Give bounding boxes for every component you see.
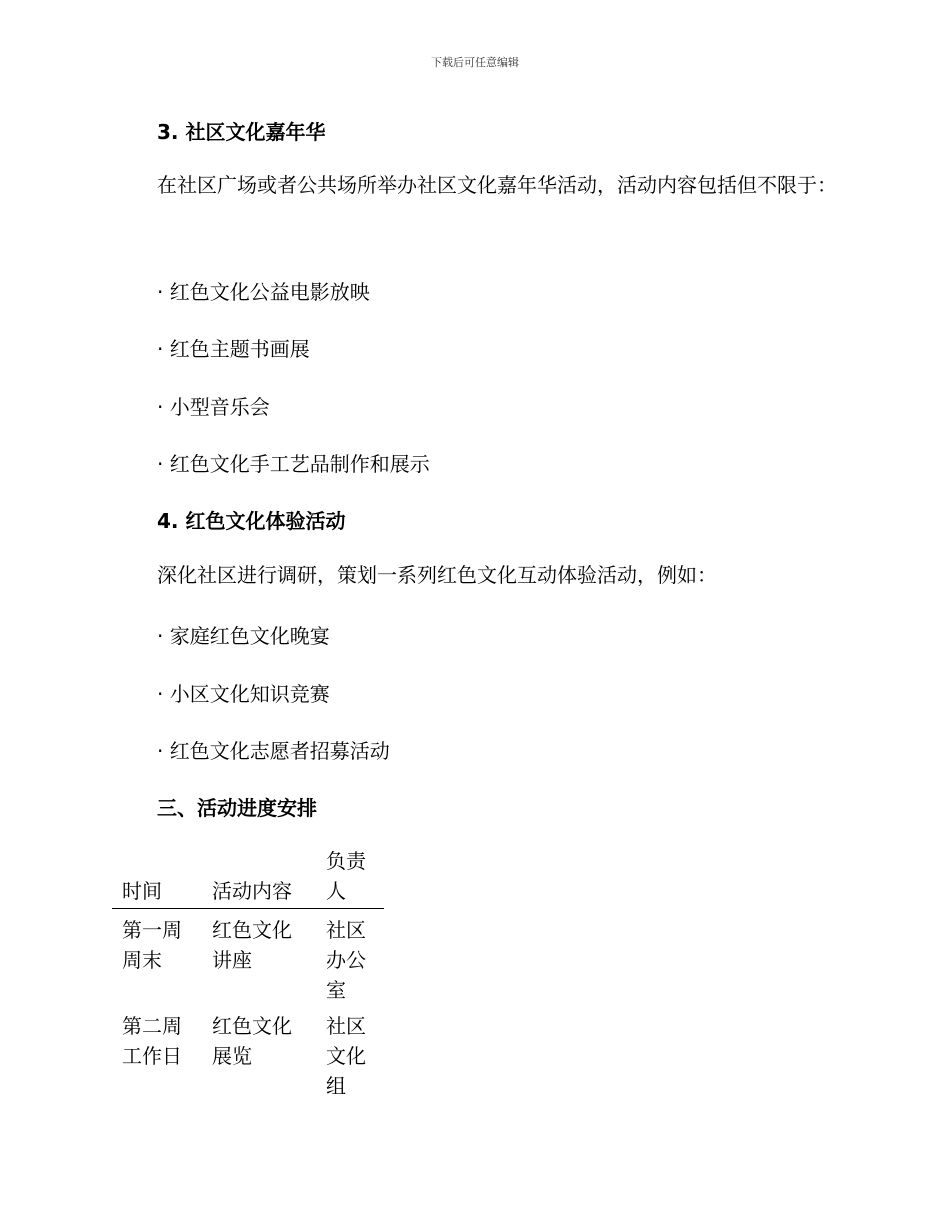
cell-content: 红色文化讲座 <box>212 918 292 972</box>
list-item: · 红色文化公益电影放映 <box>157 280 370 304</box>
table-header-row <box>112 846 384 909</box>
cell-owner: 社区办公室 <box>326 918 366 1002</box>
experience-intro: 深化社区进行调研，策划一系列红色文化互动体验活动，例如： <box>157 563 717 587</box>
list-item: · 小型音乐会 <box>157 395 270 419</box>
table-row <box>112 909 384 1006</box>
column-header-time: 时间 <box>112 846 202 909</box>
list-item: · 红色文化志愿者招募活动 <box>157 739 390 763</box>
schedule-table <box>112 846 384 1101</box>
list-item: · 小区文化知识竞赛 <box>157 682 330 706</box>
section-heading-schedule: 三、活动进度安排 <box>157 796 317 820</box>
carnival-intro: 在社区广场或者公共场所举办社区文化嘉年华活动，活动内容包括但不限于： <box>157 173 837 197</box>
table-row <box>112 1005 384 1101</box>
section-heading-experience: 4. 红色文化体验活动 <box>157 509 346 533</box>
cell-owner: 社区文化组 <box>326 1014 366 1098</box>
list-item: · 红色主题书画展 <box>157 337 310 361</box>
list-item: · 家庭红色文化晚宴 <box>157 624 330 648</box>
cell-time: 第一周周末 <box>122 918 182 972</box>
section-heading-carnival: 3. 社区文化嘉年华 <box>157 120 326 144</box>
column-header-owner: 负责人 <box>316 846 384 909</box>
page-header: 下载后可任意编辑 <box>431 56 519 69</box>
cell-time: 第二周工作日 <box>122 1014 182 1068</box>
cell-content: 红色文化展览 <box>212 1014 292 1068</box>
list-item: · 红色文化手工艺品制作和展示 <box>157 452 430 476</box>
column-header-content: 活动内容 <box>202 846 316 909</box>
